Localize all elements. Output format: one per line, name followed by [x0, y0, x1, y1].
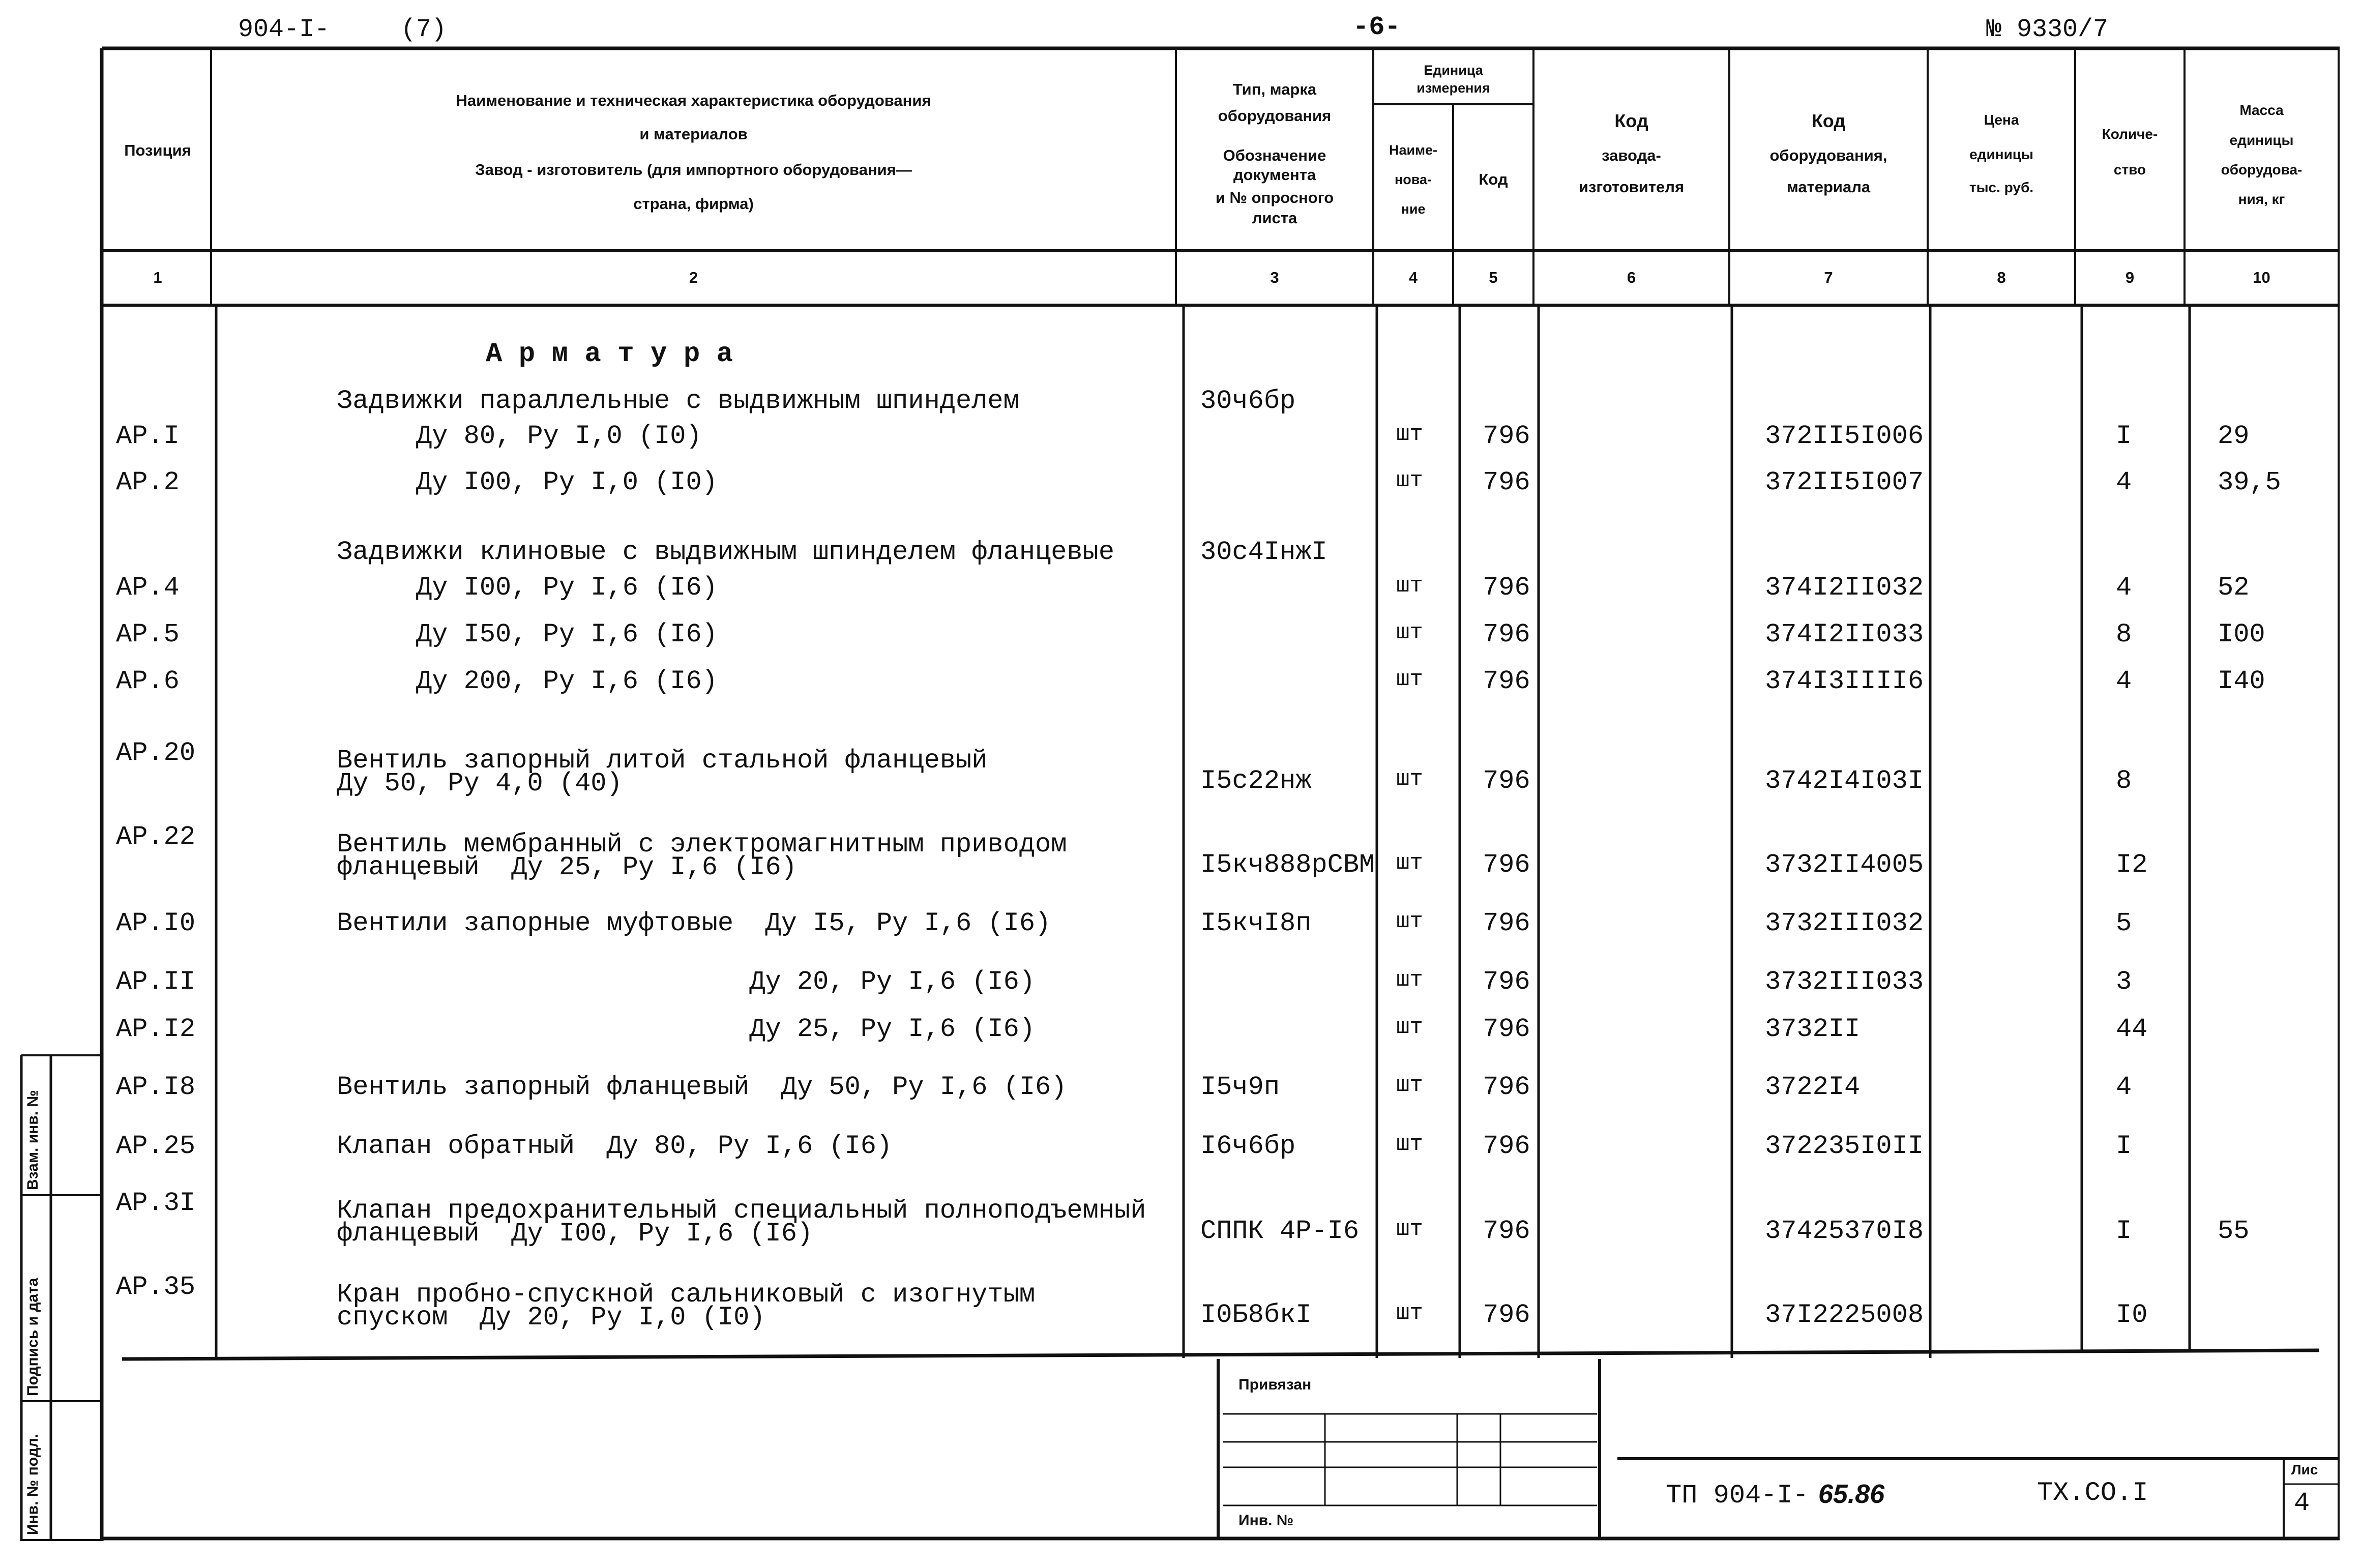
row-name: Ду 20, Ру I,6 (I6) [337, 967, 1036, 997]
row-mass: 29 [2218, 421, 2250, 451]
header-factory-line1: Код [1614, 110, 1648, 131]
stamp-document-designation: ТП 904-I- [1666, 1481, 1809, 1511]
side-original-inv: Инв. № подл. [24, 1433, 41, 1535]
row-quantity: I [2116, 1131, 2132, 1161]
header-material-line2: оборудования, [1769, 146, 1887, 164]
header-price-line3: тыс. руб. [1969, 180, 2034, 195]
top-part: (7) [401, 15, 447, 44]
row-name: Ду I00, Ру I,0 (I0) [337, 467, 718, 497]
row-unit-code: 796 [1483, 467, 1530, 497]
header-type-line3: Обозначение [1223, 146, 1326, 164]
row-unit-code: 796 [1483, 619, 1530, 649]
header-name-line3: Завод - изготовитель (для импортного оборудования— [475, 161, 912, 179]
row-unit: шт [1396, 573, 1423, 599]
row-mass: 52 [2218, 573, 2250, 603]
row-position: АР.22 [116, 822, 196, 852]
row-quantity: 44 [2116, 1014, 2148, 1044]
row-name-line2: фланцевый Ду I00, Ру I,6 (I6) [337, 1219, 813, 1249]
header-mass-line3: оборудова- [2221, 162, 2303, 177]
stamp-attached-label: Привязан [1238, 1376, 1312, 1393]
row-material-code: 3742I4I03I [1765, 766, 1924, 796]
row-material-code: 374I3IIII6 [1765, 666, 1924, 696]
stamp-document-code: ТХ.СО.I [2037, 1478, 2148, 1508]
row-position: АР.25 [116, 1131, 196, 1161]
row-name: Вентиль мембранный с электромагнитным приводом [337, 830, 1067, 860]
header-unit-line1: Единица [1424, 63, 1483, 78]
row-material-code: 37425370I8 [1765, 1216, 1924, 1246]
row-quantity: 5 [2116, 908, 2132, 938]
header-type-line2: оборудования [1218, 107, 1332, 125]
header-factory-line3: изготовителя [1578, 178, 1685, 196]
row-unit: шт [1396, 1132, 1423, 1157]
row-name: Вентиль запорный литой стальной фланцевый [337, 746, 988, 776]
column-number: 2 [689, 269, 698, 286]
row-material-code: 3732III033 [1765, 967, 1924, 997]
row-position: АР.6 [116, 666, 180, 696]
row-material-code: 372235I0II [1765, 1131, 1924, 1161]
row-material-code: 372II5I006 [1765, 421, 1924, 451]
section-title: А р м а т у р а [486, 339, 733, 370]
header-name-line4: страна, фирма) [633, 195, 754, 213]
header-unit-line2: измерения [1416, 80, 1490, 96]
row-position: АР.I [116, 421, 180, 451]
row-position: АР.I2 [116, 1014, 196, 1044]
row-quantity: 8 [2116, 766, 2132, 796]
row-unit: шт [1396, 1300, 1423, 1326]
header-unit-name-line1: Наиме- [1389, 142, 1438, 158]
row-unit-code: 796 [1483, 1216, 1530, 1246]
row-name: Задвижки параллельные с выдвижным шпинделем [337, 386, 1019, 416]
stamp-document-handwritten: 65.86 [1818, 1480, 1885, 1509]
row-position: АР.20 [116, 738, 196, 768]
row-quantity: 8 [2116, 619, 2132, 649]
row-name: Ду I50, Ру I,6 (I6) [337, 619, 718, 649]
row-position: АР.I8 [116, 1072, 196, 1102]
row-name-line2: Ду 50, Ру 4,0 (40) [337, 768, 623, 798]
column-number: 3 [1270, 269, 1279, 286]
header-name-line1: Наименование и техническая характеристика оборудования [456, 92, 931, 109]
row-unit: шт [1396, 766, 1423, 792]
row-material-code: 374I2II033 [1765, 619, 1924, 649]
header-material-line1: Код [1811, 110, 1846, 131]
side-signature-date: Подпись и дата [24, 1278, 41, 1396]
row-name-line2: фланцевый Ду 25, Ру I,6 (I6) [337, 852, 797, 882]
row-quantity: 4 [2116, 666, 2132, 696]
header-unit-name-line3: ние [1401, 201, 1426, 217]
row-mass: I40 [2218, 666, 2265, 696]
row-material-code: 374I2II032 [1765, 573, 1924, 603]
row-unit-code: 796 [1483, 421, 1530, 451]
row-unit: шт [1396, 1073, 1423, 1098]
row-type: I5кч888рСВМ [1200, 850, 1375, 880]
header-unit-name-line2: нова- [1394, 172, 1432, 187]
row-name: Кран пробно-спускной сальниковый с изогнутым [337, 1280, 1036, 1310]
row-quantity: 4 [2116, 467, 2132, 497]
row-position: АР.I0 [116, 908, 196, 938]
header-type-line5: и № опросного [1215, 189, 1334, 206]
row-quantity: I0 [2116, 1300, 2148, 1330]
stamp-sheet-number: 4 [2294, 1488, 2310, 1518]
row-unit: шт [1396, 620, 1423, 645]
row-material-code: 3732III032 [1765, 908, 1924, 938]
header-price-line2: единицы [1969, 146, 2033, 162]
column-number: 5 [1489, 269, 1498, 286]
header-unit-code: Код [1479, 170, 1508, 188]
row-mass: 39,5 [2218, 467, 2281, 497]
page-number: -6- [1353, 12, 1401, 42]
document-number: № 9330/7 [1986, 15, 2109, 44]
row-unit: шт [1396, 667, 1423, 692]
row-name-line2: спуском Ду 20, Ру I,0 (I0) [337, 1303, 765, 1333]
row-name: Задвижки клиновые с выдвижным шпинделем фланцевые [337, 537, 1115, 567]
header-quantity-line2: ство [2113, 162, 2146, 177]
row-name: Ду I00, Ру I,6 (I6) [337, 573, 718, 603]
row-quantity: I [2116, 421, 2132, 451]
row-type: I0Б8бкI [1200, 1300, 1312, 1330]
header-type-line4: документа [1233, 166, 1316, 184]
column-number: 8 [1997, 269, 2006, 286]
row-position: АР.3I [116, 1188, 196, 1218]
row-unit-code: 796 [1483, 1131, 1530, 1161]
row-quantity: I2 [2116, 850, 2148, 880]
row-unit-code: 796 [1483, 766, 1530, 796]
row-material-code: 3732II [1765, 1014, 1861, 1044]
row-name: Вентили запорные муфтовые Ду I5, Ру I,6 (I6) [337, 908, 1051, 938]
header-price-line1: Цена [1984, 112, 2019, 128]
stamp-inv-label: Инв. № [1238, 1512, 1294, 1529]
row-unit: шт [1396, 422, 1423, 447]
row-unit-code: 796 [1483, 666, 1530, 696]
row-quantity: 4 [2116, 573, 2132, 603]
row-material-code: 3722I4 [1765, 1072, 1861, 1102]
header-mass-line1: Масса [2239, 102, 2284, 118]
header-position: Позиция [124, 141, 191, 159]
row-unit: шт [1396, 1217, 1423, 1242]
header-mass-line4: ния, кг [2238, 191, 2285, 207]
row-material-code: 3732II4005 [1765, 850, 1924, 880]
column-number: 6 [1627, 269, 1636, 286]
row-unit-code: 796 [1483, 908, 1530, 938]
row-unit-code: 796 [1483, 1072, 1530, 1102]
row-name: Ду 25, Ру I,6 (I6) [337, 1014, 1036, 1044]
row-type: I5кчI8п [1200, 908, 1312, 938]
row-unit-code: 796 [1483, 967, 1530, 997]
row-name: Ду 200, Ру I,6 (I6) [337, 666, 718, 696]
row-material-code: 372II5I007 [1765, 467, 1924, 497]
header-type-line1: Тип, марка [1232, 80, 1317, 98]
row-unit-code: 796 [1483, 1014, 1530, 1044]
row-unit: шт [1396, 468, 1423, 493]
row-mass: 55 [2218, 1216, 2250, 1246]
header-quantity-line1: Количе- [2102, 126, 2158, 142]
row-quantity: 3 [2116, 967, 2132, 997]
row-type: 30ч6бр [1200, 386, 1296, 416]
row-name: Клапан обратный Ду 80, Ру I,6 (I6) [337, 1131, 893, 1161]
row-position: АР.4 [116, 573, 180, 603]
row-unit: шт [1396, 909, 1423, 934]
top-series: 904-I- [238, 15, 330, 44]
row-position: АР.5 [116, 619, 180, 649]
row-position: АР.2 [116, 467, 180, 497]
row-name: Вентиль запорный фланцевый Ду 50, Ру I,6 (I6) [337, 1072, 1067, 1102]
row-type: I5с22нж [1200, 766, 1312, 796]
row-type: I5ч9п [1200, 1072, 1280, 1102]
row-unit-code: 796 [1483, 850, 1530, 880]
row-type: СППК 4Р-I6 [1200, 1216, 1360, 1246]
column-number: 10 [2253, 269, 2270, 286]
column-number: 7 [1824, 269, 1833, 286]
header-name-line2: и материалов [639, 125, 748, 143]
column-number: 1 [153, 269, 162, 286]
row-quantity: I [2116, 1216, 2132, 1246]
row-position: АР.II [116, 967, 196, 997]
row-unit: шт [1396, 850, 1423, 876]
row-unit: шт [1396, 1015, 1423, 1040]
column-number: 9 [2125, 269, 2135, 286]
header-mass-line2: единицы [2229, 132, 2294, 148]
row-unit-code: 796 [1483, 1300, 1530, 1330]
stamp-sheet-label: Лис [2291, 1462, 2318, 1477]
header-type-line6: листа [1252, 209, 1297, 227]
column-number: 4 [1408, 269, 1418, 286]
header-factory-line2: завода- [1602, 146, 1661, 164]
row-material-code: 37I2225008 [1765, 1300, 1924, 1330]
row-mass: I00 [2218, 619, 2265, 649]
row-quantity: 4 [2116, 1072, 2132, 1102]
row-type: 30с4IнжI [1200, 537, 1327, 567]
row-name: Ду 80, Ру I,0 (I0) [337, 421, 702, 451]
row-unit: шт [1396, 967, 1423, 993]
row-type: I6ч6бр [1200, 1131, 1296, 1161]
row-position: АР.35 [116, 1272, 196, 1302]
row-name: Клапан предохранительный специальный полноподъемный [337, 1196, 1146, 1226]
side-replace-inv: Взам. инв. № [24, 1090, 41, 1190]
row-unit-code: 796 [1483, 573, 1530, 603]
header-material-line3: материала [1786, 178, 1871, 196]
